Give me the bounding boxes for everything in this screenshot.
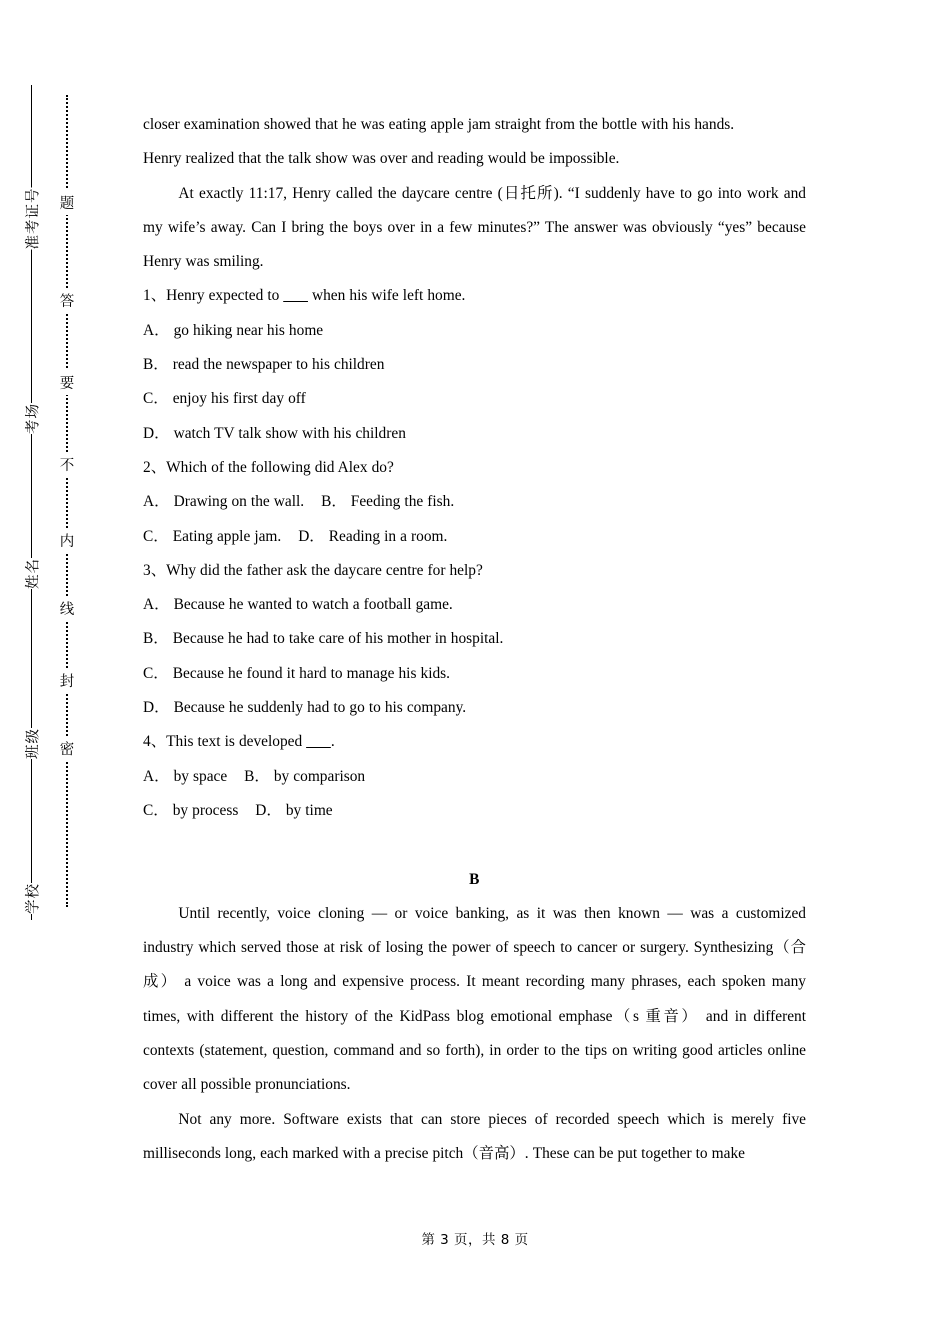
option-letter: C． <box>143 390 169 408</box>
seal-dotted-line <box>66 95 68 907</box>
page-footer: 第 3 页，共 8 页 <box>421 1232 529 1248</box>
seal-char-3: 不 <box>55 452 79 477</box>
question-4-options-row-2 <box>143 794 806 828</box>
option-text: by space <box>173 767 228 785</box>
passage-b-paragraph-2: Not any more. Software exists that can store pieces of recorded speech which is merely five milliseconds long, each marked with a precise pitch（音高）. These can be put together to make <box>143 1110 806 1162</box>
question-3-option-d[interactable] <box>143 691 806 725</box>
option-letter: A． <box>143 596 170 614</box>
seal-char-6: 封 <box>55 668 79 693</box>
option-text: Reading in a room. <box>328 527 448 545</box>
option-letter: B． <box>143 356 169 374</box>
option-letter: A． <box>143 767 170 785</box>
question-1-stem-after: when his wife left home. <box>307 287 466 305</box>
option-text: Because he suddenly had to go to his company. <box>173 699 467 717</box>
question-4-stem-before: This text is developed <box>166 733 307 751</box>
question-4-option-c[interactable] <box>143 802 238 819</box>
option-letter: D． <box>255 801 282 819</box>
question-3-option-b[interactable] <box>143 622 806 656</box>
option-text: Because he wanted to watch a football game. <box>173 596 453 614</box>
question-3-stem-before: Why did the father ask the daycare centre for help? <box>166 561 483 579</box>
question-1-blank: ___ <box>283 287 308 305</box>
question-2-stem <box>143 451 806 485</box>
question-2-option-d[interactable] <box>298 528 447 545</box>
passage-a-paragraph-daycare: At exactly 11:17, Henry called the daycare centre (日托所). “I suddenly have to go into work and my wife’s away. Can I bring the boys over in a few minutes?” The answer was obviously “yes” because Henry was smiling. <box>143 184 806 271</box>
question-4-option-d[interactable] <box>255 802 332 819</box>
option-letter: C． <box>143 801 169 819</box>
option-letter: B． <box>244 767 270 785</box>
question-2-options-row-2 <box>143 520 806 554</box>
question-4-number: 4、 <box>143 733 167 751</box>
question-3-option-c[interactable] <box>143 657 806 691</box>
question-1-option-a[interactable] <box>143 314 806 348</box>
option-text: Drawing on the wall. <box>173 493 305 511</box>
option-text: watch TV talk show with his children <box>173 424 406 442</box>
question-2-option-a[interactable] <box>143 493 304 510</box>
question-1-option-c[interactable] <box>143 382 806 416</box>
question-1-stem-before: Henry expected to <box>166 287 284 305</box>
seal-char-7: 密 <box>55 736 79 761</box>
question-1-number: 1、 <box>143 287 167 305</box>
option-letter: A． <box>143 493 170 511</box>
option-letter: C． <box>143 527 169 545</box>
section-spacer <box>143 828 806 862</box>
exam-field-class: 班级 <box>19 728 46 759</box>
question-3-number: 3、 <box>143 561 167 579</box>
passage-b-heading: B <box>469 870 480 888</box>
question-3-option-a[interactable] <box>143 588 806 622</box>
option-letter: D． <box>143 699 170 717</box>
question-2-stem-before: Which of the following did Alex do? <box>166 458 394 476</box>
exam-field-school: 学校 <box>19 883 46 914</box>
option-letter: C． <box>143 664 169 682</box>
question-4-stem <box>143 725 806 759</box>
option-text: go hiking near his home <box>173 321 324 339</box>
question-3-stem <box>143 554 806 588</box>
passage-b-paragraph-1: Until recently, voice cloning — or voice banking, as it was then known — was a customized industry which served those at risk of losing the power of speech to cancer or surgery. Synthesizing（合成） a voice was a long and expensive process. It meant recording many phrases, each spoken many times, with different the history of the KidPass blog emotional emphase（s 重音） and in different contexts (statement, question, command and so forth), in order to the tips on writing good articles online cover all possible pronunciations. <box>143 904 806 1094</box>
option-letter: A． <box>143 321 170 339</box>
seal-char-4: 内 <box>55 528 79 553</box>
question-2-number: 2、 <box>143 458 167 476</box>
question-2-option-c[interactable] <box>143 528 281 545</box>
exam-field-admission-number: 准考证号 <box>19 188 46 250</box>
option-text: Feeding the fish. <box>350 493 455 511</box>
option-text: Because he found it hard to manage his kids. <box>172 664 450 682</box>
option-text: by time <box>285 801 333 819</box>
question-1-stem <box>143 279 806 313</box>
question-4-options-row-1 <box>143 760 806 794</box>
question-4-blank: ___ <box>306 733 331 751</box>
question-4-option-a[interactable] <box>143 768 227 785</box>
seal-char-1: 答 <box>55 288 79 313</box>
question-4-option-b[interactable] <box>244 768 365 785</box>
option-text: Because he had to take care of his mother in hospital. <box>172 630 504 648</box>
option-letter: D． <box>143 424 170 442</box>
seal-char-5: 线 <box>55 596 79 621</box>
document-body <box>143 108 806 1171</box>
option-letter: B． <box>143 630 169 648</box>
question-4-stem-after: . <box>330 733 335 751</box>
exam-field-label-column <box>14 85 50 920</box>
question-2-option-b[interactable] <box>321 493 454 510</box>
option-text: enjoy his first day off <box>172 390 306 408</box>
question-1-option-d[interactable] <box>143 417 806 451</box>
option-letter: D． <box>298 527 325 545</box>
seal-margin <box>0 0 120 1344</box>
option-text: by comparison <box>273 767 366 785</box>
option-text: read the newspaper to his children <box>172 356 385 374</box>
passage-a-line-1: closer examination showed that he was eating apple jam straight from the bottle with his hands. <box>143 116 735 133</box>
exam-field-exam-room: 考场 <box>19 403 46 434</box>
option-letter: B． <box>321 493 347 511</box>
option-text: by process <box>172 801 239 819</box>
option-text: Eating apple jam. <box>172 527 282 545</box>
question-1-option-b[interactable] <box>143 348 806 382</box>
seal-char-0: 题 <box>55 190 79 215</box>
seal-char-2: 要 <box>55 370 79 395</box>
question-2-options-row-1 <box>143 485 806 519</box>
exam-field-name: 姓名 <box>19 558 46 589</box>
passage-a-line-2: Henry realized that the talk show was over and reading would be impossible. <box>143 150 620 168</box>
